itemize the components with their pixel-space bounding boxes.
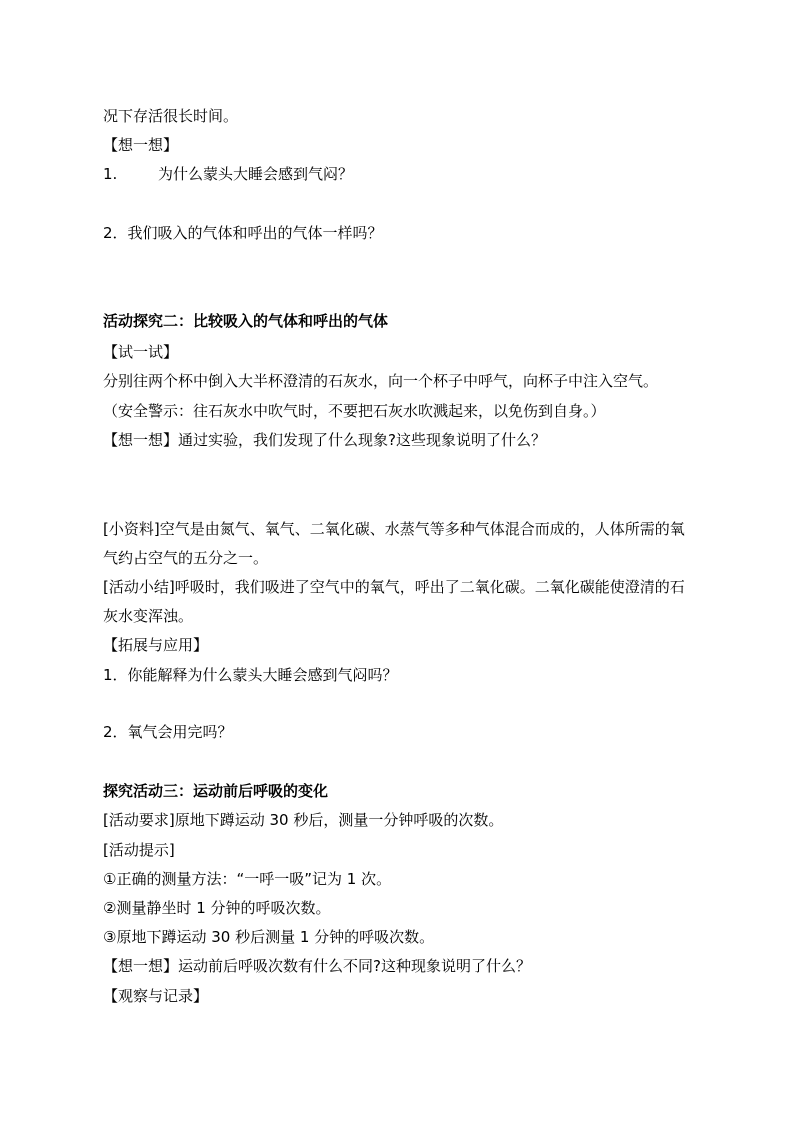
list-item: 1．你能解释为什么蒙头大睡会感到气闷吗？: [103, 666, 398, 684]
list-item: ②测量静坐时 1 分钟的呼吸次数。: [103, 899, 331, 917]
summary-paragraph-line: [活动小结]呼吸时，我们吸进了空气中的氧气，呼出了二氧化碳。二氧化碳能使澄清的石: [103, 578, 685, 596]
list-item: ③原地下蹲运动 30 秒后测量 1 分钟的呼吸次数。: [103, 928, 435, 946]
section-heading: 【观察与记录】: [103, 987, 209, 1005]
text-line: 分别往两个杯中倒入大半杯澄清的石灰水，向一个杯子中呼气，向杯子中注入空气。: [103, 372, 659, 390]
question-line: 【想一想】运动前后呼吸次数有什么不同?这种现象说明了什么？: [103, 957, 531, 975]
activity-heading: 活动探究二：比较吸入的气体和呼出的气体: [103, 312, 389, 330]
section-heading: 【试一试】: [103, 343, 179, 361]
info-paragraph-line: [小资料]空气是由氮气、氧气、二氧化碳、水蒸气等多种气体混合而成的，人体所需的氧: [103, 520, 685, 538]
text-line: [活动提示]: [103, 841, 175, 859]
list-number: 1.: [103, 165, 118, 183]
list-item: 2．我们吸入的气体和呼出的气体一样吗？: [103, 224, 383, 242]
summary-paragraph-line: 灰水变浑浊。: [103, 607, 194, 625]
section-heading: 【拓展与应用】: [103, 636, 209, 654]
text-line: [活动要求]原地下蹲运动 30 秒后，测量一分钟呼吸的次数。: [103, 811, 504, 829]
text-line: 况下存活很长时间。: [103, 107, 239, 125]
list-item: ①正确的测量方法：“一呼一吸”记为 1 次。: [103, 870, 392, 888]
info-paragraph-line: 气约占空气的五分之一。: [103, 549, 269, 567]
list-item: 2．氧气会用完吗？: [103, 723, 233, 741]
list-item-text: 为什么蒙头大睡会感到气闷？: [158, 165, 354, 183]
list-item: [103, 164, 353, 184]
safety-note: （安全警示：往石灰水中吹气时，不要把石灰水吹溅起来，以免伤到自身。）: [103, 402, 606, 420]
section-heading: 【想一想】: [103, 136, 179, 154]
question-line: 【想一想】通过实验，我们发现了什么现象?这些现象说明了什么？: [103, 431, 546, 449]
activity-heading: 探究活动三：运动前后呼吸的变化: [103, 782, 329, 800]
